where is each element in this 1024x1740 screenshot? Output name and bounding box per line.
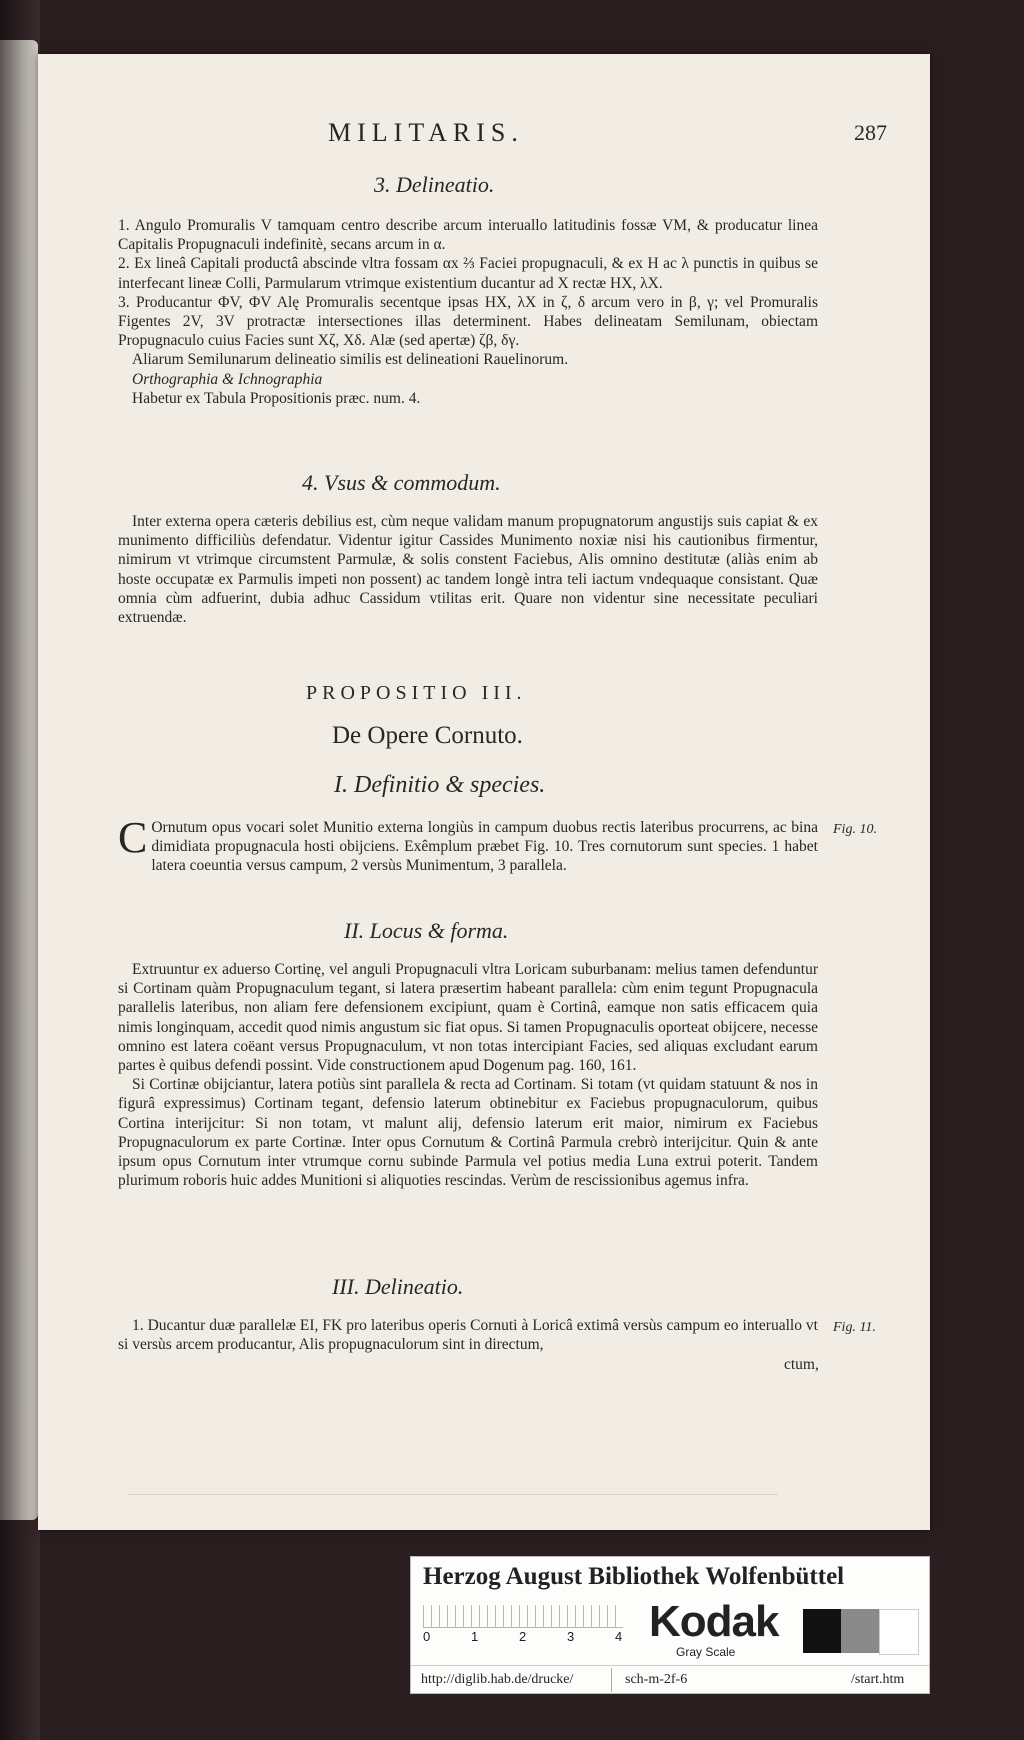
usus-text — [118, 512, 818, 627]
card-url-row — [411, 1665, 929, 1694]
figure-reference-11: Fig. 11. — [833, 1320, 876, 1335]
ruler-number: 4 — [615, 1629, 623, 1644]
gray-swatch — [841, 1609, 879, 1653]
section-heading-delineatio: 3. Delineatio. — [374, 172, 495, 197]
ruler-number: 2 — [519, 1629, 527, 1644]
figure-reference-10: Fig. 10. — [833, 822, 877, 837]
drop-cap: C — [118, 813, 148, 862]
divider — [611, 1668, 612, 1692]
delineatio-text — [118, 216, 818, 408]
library-color-card — [410, 1556, 930, 1694]
gray-scale-label: Gray Scale — [676, 1645, 736, 1659]
habetur-line: Habetur ex Tabula Propositionis præc. num. 4. — [132, 389, 421, 407]
delineatio-3-text — [118, 1316, 818, 1354]
paragraph: 3. Producantur ΦV, ΦV Alę Promuralis secentque ipsas HX, λX in ζ, δ arcum vero in β, γ; vel Promuralis Figentes 2V, 3V protractæ intersectiones illas determinent. Habes delineatam Semilunam, obiectam Propugnaculo cuius Facies sunt Xζ, Xδ. Alæ (sed apertæ) ζβ, δγ. — [118, 293, 818, 350]
paragraph: Extruuntur ex aduerso Cortinę, vel anguli Propugnaculi vltra Loricam suburbanam: melius tamen defenduntur si Cortinam quàm Propugnaculum tegant, si latera præsertim habeant parallela: cùm enim tegunt Propugnacula parallelis lateribus, non aliam fere defensionem excipiunt, quam è Cortinâ, eamque non satis efficacem quia nimis longinquam, accedit quod nimis angustum sic fiat opus. Si tamen Propugnaculis oporteat obijcere, necesse omnino est latera coëant versus Propugnaculum, vt non totas intercipiant Facies, sed aliquas excludant earum partes è quibus defendi possint. Vide constructionem apud Dogenum pag. 160, 161. — [118, 961, 818, 1075]
section-heading-usus: 4. Vsus & commodum. — [302, 470, 501, 495]
paragraph: 2. Ex lineâ Capitali productâ abscinde vltra fossam αx ⅔ Faciei propugnaculi, & ex H ac λ punctis in quibus se interfecant lineæ Colli, Parmularum vtrimque existentium ducantur ad X rectæ HX, λX. — [118, 255, 818, 292]
kodak-logo: Kodak — [649, 1597, 779, 1646]
page-number: 287 — [854, 120, 887, 145]
black-swatch — [803, 1609, 841, 1653]
paragraph: Ornutum opus vocari solet Munitio externa longiùs in campum duobus rectis lateribus procurrens, ac bina dimidiata propugnacula hosti obijciens. Exêmplum præbet Fig. 10. Tres cornutorum sunt species. 1 habet latera coeuntia versus campum, 2 versùs Munimentum, 3 parallela. — [151, 819, 818, 875]
paragraph: Aliarum Semilunarum delineatio similis est delineationi Rauelinorum. — [132, 351, 569, 369]
book-binding-edge — [0, 40, 38, 1520]
start-link: /start.htm — [851, 1672, 905, 1687]
ruler-number: 0 — [423, 1629, 431, 1644]
section-heading-definitio: I. Definitio & species. — [334, 772, 546, 798]
page-stain-line — [128, 1494, 778, 1495]
book-page — [38, 54, 930, 1530]
ruler-scale — [423, 1605, 623, 1628]
paragraph: 1. Angulo Promuralis V tamquam centro describe arcum interuallo latitudinis fossæ VM, & producatur linea Capitalis Propugnaculi indefinitè, secans arcum in α. — [118, 217, 818, 254]
shelfmark: sch-m-2f-6 — [625, 1672, 688, 1687]
white-swatch — [879, 1609, 919, 1655]
section-heading-delineatio-3: III. Delineatio. — [332, 1274, 464, 1299]
running-head: MILITARIS. — [328, 118, 524, 147]
ruler-number: 1 — [471, 1629, 479, 1644]
definitio-text — [118, 813, 818, 876]
paragraph: Si Cortinæ obijciantur, latera potiùs sint parallela & recta ad Cortinam. Si totam (vt quidam statuunt & nos in figurâ expressimus) Cortinam tegant, defensio laterum obtinebitur ex Faciebus propugnaculorum, quibus Cortina interijcitur: Si non totam, vt malunt alij, defensio laterum erit maior, nimirum ex Faciebus Propugnaculorum ex parte Cortinæ. Inter opus Cornutum & Cortinâ Parmula crebrò interijcitur. Quin & ante ipsum opus Cornutum inter vtrumque cornu subinde Parmula vel potius media Luna extrui poterit. Tandem plurimum roboris huic addes Munitioni si aliquoties rescindas. Verùm de rescissionibus agemus infra. — [118, 1076, 818, 1190]
propositio-subtitle: De Opere Cornuto. — [332, 722, 523, 749]
catchword: ctum, — [784, 1356, 819, 1373]
propositio-heading: PROPOSITIO III. — [306, 682, 527, 704]
ruler-number: 3 — [567, 1629, 575, 1644]
library-url: http://diglib.hab.de/drucke/ — [421, 1672, 574, 1687]
orthographia-line: Orthographia & Ichnographia — [132, 370, 323, 388]
paragraph: 1. Ducantur duæ parallelæ EI, FK pro lateribus operis Cornuti à Loricâ extimâ versùs campum eo interuallo vt si versùs arcem producantur, Alis propugnaculorum sint in directum, — [118, 1317, 818, 1354]
locus-text — [118, 960, 818, 1190]
section-heading-locus: II. Locus & forma. — [344, 918, 509, 943]
library-name: Herzog August Bibliothek Wolfenbüttel — [423, 1563, 845, 1590]
paragraph: Inter externa opera cæteris debilius est, cùm neque validam manum propugnatorum angustijs suis capiat & ex munimento difficiliùs defendatur. Videntur igitur Cassides Munimento noxiæ nisi his cautionibus firmentur, nimirum vt vtrimque circumstent Parmulæ, & solis constent Faciebus, Alis omnino destitutæ (aliàs enim ab hoste occupatæ ex Parmulis impeti non possent) ac tandem longè intra teli iactum vndequaque consistant. Quæ omnia cùm adfuerint, dubia adhuc Cassidum vtilitas erit. Quare non videntur sine necessitate peculiari extruendæ. — [118, 513, 818, 627]
